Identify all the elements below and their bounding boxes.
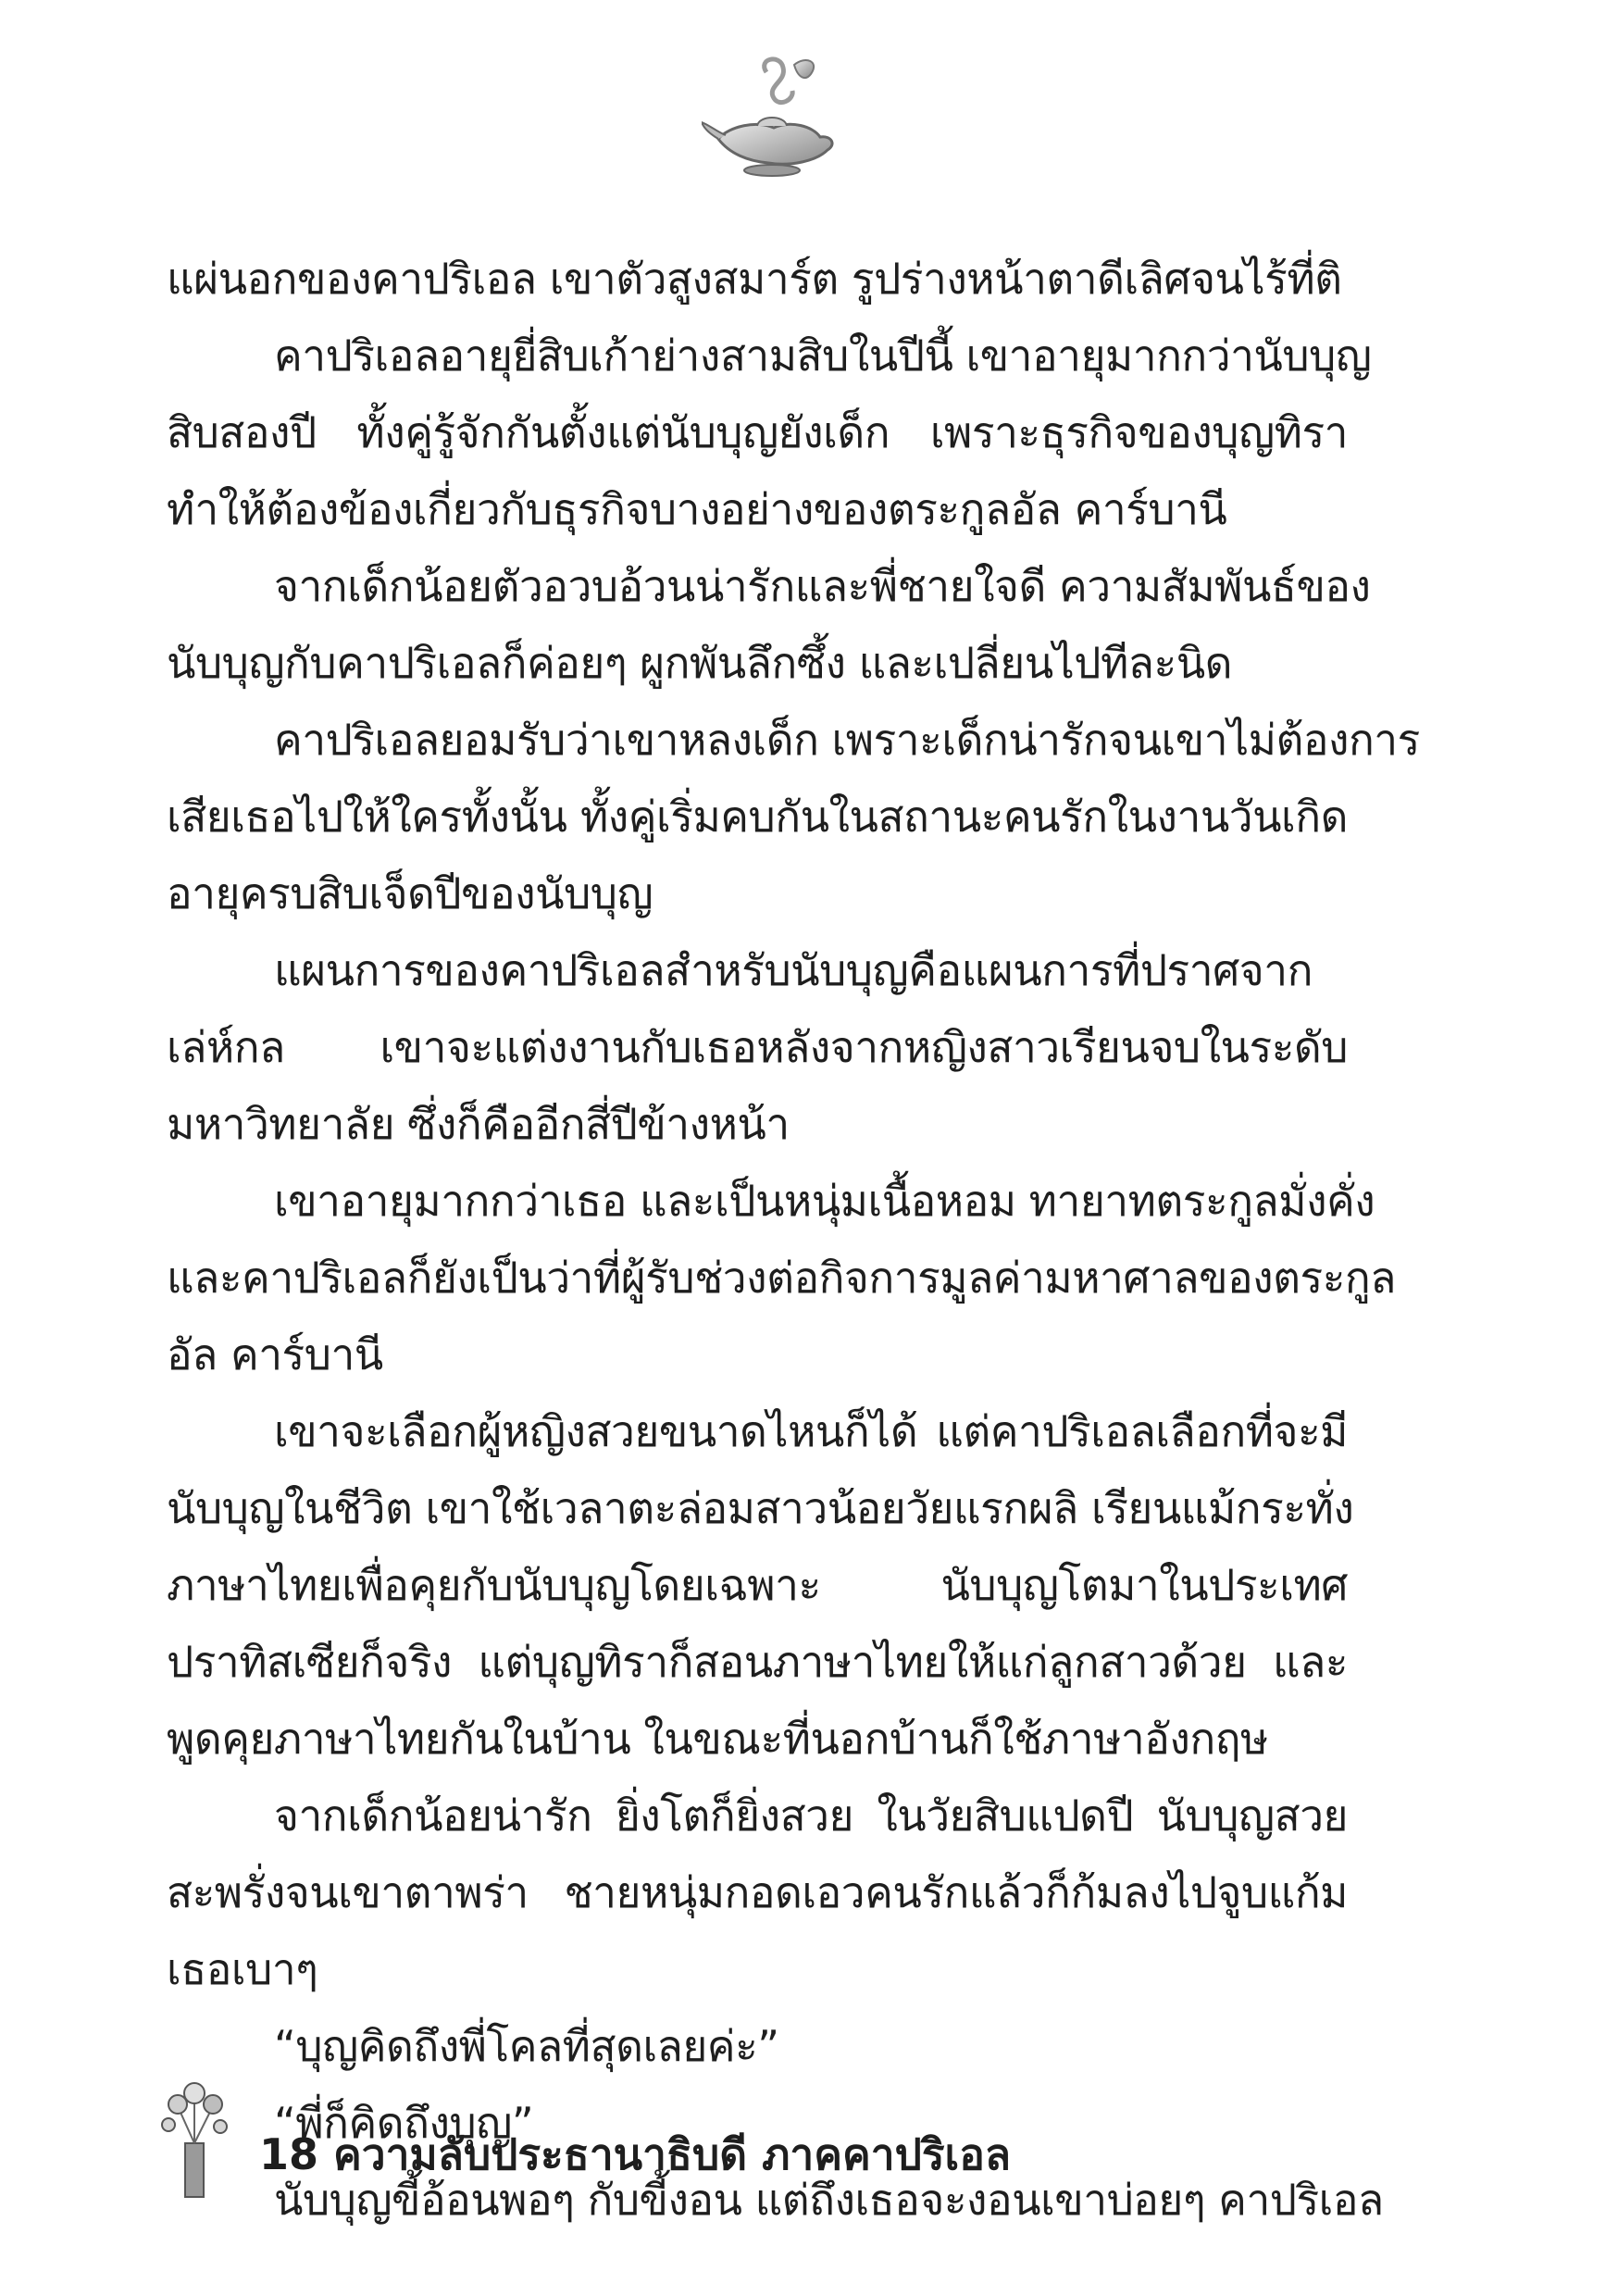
- text-line: นับบุญในชีวิต เขาใช้เวลาตะล่อมสาวน้อยวัยแรกผลิ เรียนแม้กระทั่ง: [167, 1483, 1354, 1533]
- text-line: คาปริเอลอายุยี่สิบเก้าย่างสามสิบในปีนี้ เขาอายุมากกว่านับบุญ: [274, 331, 1372, 381]
- text-line: เขาอายุมากกว่าเธอ และเป็นหนุ่มเนื้อหอม ทายาทตระกูลมั่งคั่ง: [274, 1176, 1375, 1226]
- text-line: เขาจะเลือกผู้หญิงสวยขนาดไหนก็ได้ แต่คาปริเอลเลือกที่จะมี: [274, 1406, 1348, 1456]
- book-title: ความลับประธานาธิบดี ภาคคาปริเอล: [333, 2129, 1012, 2179]
- body-text: [167, 241, 1420, 2239]
- text-line: สิบสองปี ทั้งคู่รู้จักกันตั้งแต่นับบุญยังเด็ก เพราะธุรกิจของบุญทิรา: [167, 407, 1348, 457]
- text-line: อัล คาร์บานี: [167, 1329, 383, 1379]
- genie-lamp-icon: [702, 54, 840, 183]
- page-number: 18: [259, 2129, 319, 2179]
- text-line: ปราทิสเซียก็จริง แต่บุญทิราก็สอนภาษาไทยให้แก่ลูกสาวด้วย และ: [167, 1637, 1348, 1687]
- page-footer: [157, 2078, 1361, 2199]
- text-line: เล่ห์กล เขาจะแต่งงานกับเธอหลังจากหญิงสาวเรียนจบในระดับ: [167, 1022, 1348, 1072]
- text-line: อายุครบสิบเจ็ดปีของนับบุญ: [167, 868, 653, 918]
- text-line: จากเด็กน้อยตัวอวบอ้วนน่ารักและพี่ชายใจดี ความสัมพันธ์ของ: [274, 561, 1371, 611]
- text-line: ทำให้ต้องข้องเกี่ยวกับธุรกิจบางอย่างของตระกูลอัล คาร์บานี: [167, 484, 1227, 534]
- flower-vase-icon: [157, 2078, 231, 2199]
- text-line: คาปริเอลยอมรับว่าเขาหลงเด็ก เพราะเด็กน่ารักจนเขาไม่ต้องการ: [274, 715, 1420, 765]
- text-line: พูดคุยภาษาไทยกันในบ้าน ในขณะที่นอกบ้านก็ใช้ภาษาอังกฤษ: [167, 1714, 1268, 1764]
- text-line: เสียเธอไปให้ใครทั้งนั้น ทั้งคู่เริ่มคบกันในสถานะคนรักในงานวันเกิด: [167, 792, 1348, 842]
- text-line: แผนการของคาปริเอลสำหรับนับบุญคือแผนการที่ปราศจาก: [274, 945, 1313, 995]
- text-line: เธอเบาๆ: [167, 1944, 318, 1994]
- text-line: นับบุญกับคาปริเอลก็ค่อยๆ ผูกพันลึกซึ้ง และเปลี่ยนไปทีละนิด: [167, 638, 1233, 688]
- text-line: มหาวิทยาลัย ซึ่งก็คืออีกสี่ปีข้างหน้า: [167, 1099, 790, 1149]
- text-line: แผ่นอกของคาปริเอล เขาตัวสูงสมาร์ต รูปร่างหน้าตาดีเลิศจนไร้ที่ติ: [167, 254, 1342, 304]
- text-line: “บุญคิดถึงพี่โคลที่สุดเลยค่ะ”: [274, 2021, 779, 2071]
- text-line: และคาปริเอลก็ยังเป็นว่าที่ผู้รับช่วงต่อกิจการมูลค่ามหาศาลของตระกูล: [167, 1253, 1396, 1303]
- text-line: “พี่ก็คิดถึงบุญ”: [274, 2098, 534, 2148]
- text-line: สะพรั่งจนเขาตาพร่า ชายหนุ่มกอดเอวคนรักแล้วก็ก้มลงไปจูบแก้ม: [167, 1867, 1348, 1917]
- text-line: ภาษาไทยเพื่อคุยกับนับบุญโดยเฉพาะ นับบุญโตมาในประเทศ: [167, 1560, 1348, 1610]
- text-line: จากเด็กน้อยน่ารัก ยิ่งโตก็ยิ่งสวย ในวัยสิบแปดปี นับบุญสวย: [274, 1791, 1348, 1841]
- text-line: นับบุญขี้อ้อนพอๆ กับขี้งอน แต่ถึงเธอจะงอนเขาบ่อยๆ คาปริเอล: [274, 2175, 1384, 2225]
